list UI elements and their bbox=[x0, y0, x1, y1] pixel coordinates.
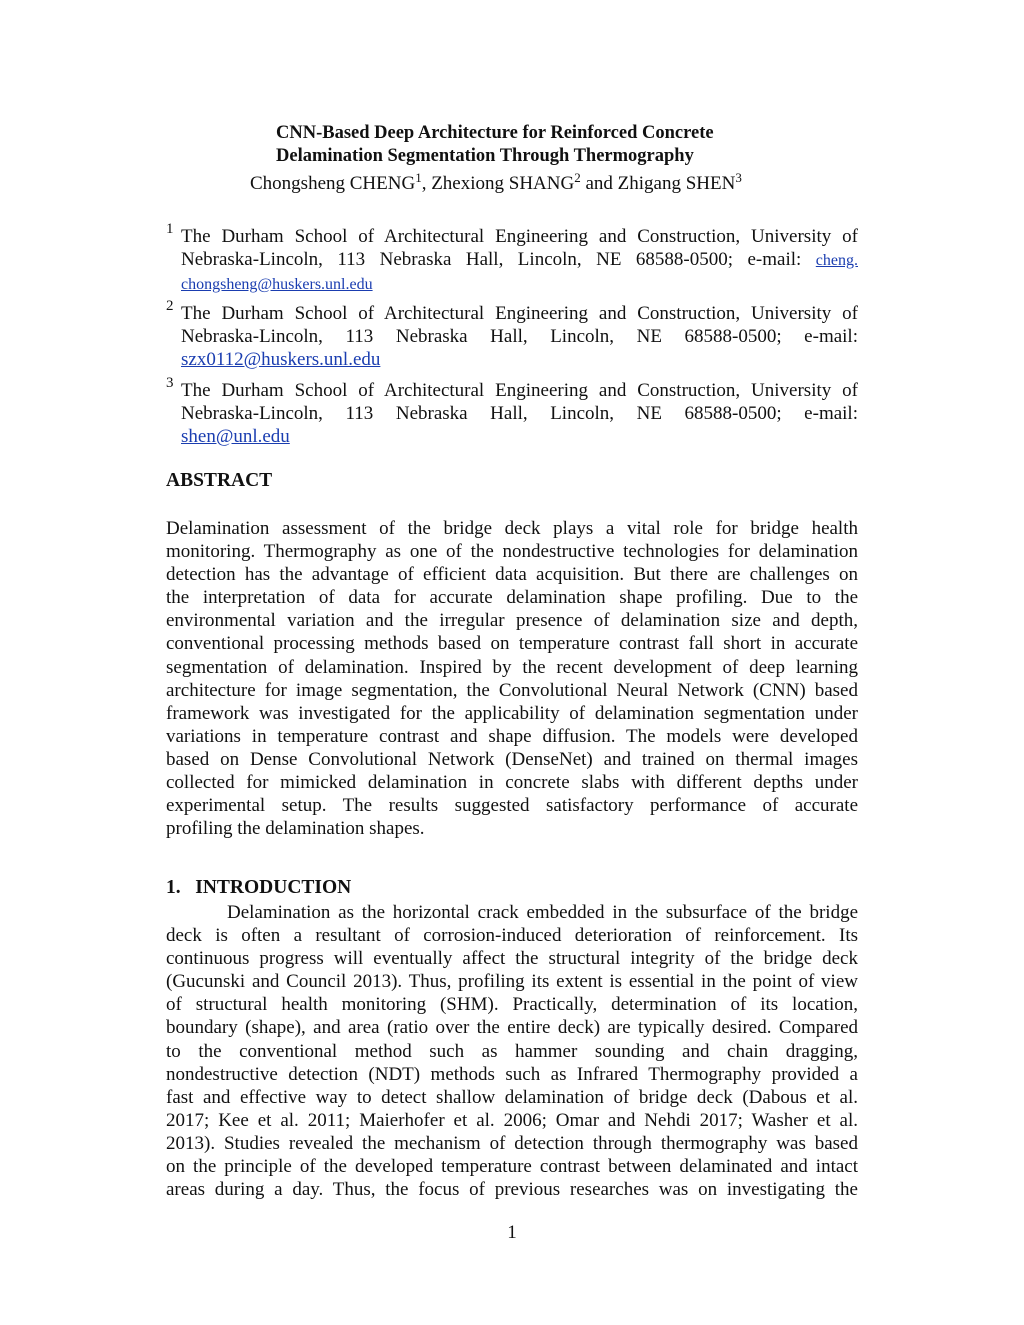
text-line: fast and effective way to detect shallow delamination of bridge deck (Dabous et al. bbox=[166, 1086, 858, 1108]
affiliation-line bbox=[181, 248, 858, 272]
text-line: Delamination as the horizontal crack embedded in the subsurface of the bridge bbox=[227, 902, 858, 923]
text-line: the interpretation of data for accurate delamination shape profiling. Due to the bbox=[166, 587, 858, 609]
email-link-2[interactable]: szx0112@huskers.unl.edu bbox=[181, 349, 381, 370]
text-line: detection has the advantage of efficient data acquisition. But there are challenges on bbox=[166, 564, 858, 586]
author-sup: 1 bbox=[415, 170, 422, 185]
author-separator: , bbox=[421, 173, 432, 194]
affiliation-number: 1 bbox=[166, 221, 174, 237]
affiliation-3 bbox=[166, 375, 858, 448]
author-name: Zhexiong SHANG bbox=[431, 173, 575, 194]
email-link-1a[interactable]: cheng. bbox=[815, 252, 858, 269]
introduction-body bbox=[166, 901, 858, 1201]
affiliation-2 bbox=[166, 298, 858, 371]
email-link-3[interactable]: shen@unl.edu bbox=[181, 426, 290, 447]
author-sup: 2 bbox=[574, 170, 581, 185]
text-line: framework was investigated for the applicability of delamination segmentation under bbox=[166, 702, 858, 724]
affiliation-line: The Durham School of Architectural Engineering and Construction, University of bbox=[181, 380, 858, 401]
text-line: monitoring. Thermography as one of the nondestructive technologies for delamination bbox=[166, 541, 858, 563]
text-line: deck is often a resultant of corrosion-induced deterioration of reinforcement. Its bbox=[166, 925, 858, 947]
affiliation-number: 3 bbox=[166, 375, 174, 391]
text-line: continuous progress will eventually affect the structural integrity of the bridge deck bbox=[166, 948, 858, 970]
affiliation-line: Nebraska-Lincoln, 113 Nebraska Hall, Lincoln, NE 68588-0500; e-mail: bbox=[181, 403, 858, 424]
text-line: based on Dense Convolutional Network (DenseNet) and trained on thermal images bbox=[166, 748, 858, 770]
text-line: of structural health monitoring (SHM). Practically, determination of its location, bbox=[166, 994, 858, 1016]
text-line: 2017; Kee et al. 2011; Maierhofer et al. 2006; Omar and Nehdi 2017; Washer et al. bbox=[166, 1109, 858, 1131]
text-line: to the conventional method such as hammer sounding and chain dragging, bbox=[166, 1040, 858, 1062]
author-name: Zhigang SHEN bbox=[617, 173, 736, 194]
email-link-1b[interactable]: chongsheng@huskers.unl.edu bbox=[181, 276, 373, 293]
page-number: 1 bbox=[507, 1222, 517, 1243]
author-separator: and bbox=[580, 173, 618, 194]
text-line: experimental setup. The results suggested satisfactory performance of accurate bbox=[166, 795, 858, 817]
title-line-1: CNN-Based Deep Architecture for Reinforced Concrete bbox=[276, 123, 714, 143]
author-sup: 3 bbox=[735, 170, 742, 185]
text-line: variations in temperature contrast and shape diffusion. The models were developed bbox=[166, 725, 858, 747]
affiliation-line: The Durham School of Architectural Engineering and Construction, University of bbox=[181, 226, 858, 247]
text-line: on the principle of the developed temperature contrast between delaminated and intact bbox=[166, 1156, 858, 1178]
abstract-body bbox=[166, 517, 858, 840]
paper-title bbox=[276, 122, 836, 168]
text-line: (Gucunski and Council 2013). Thus, profiling its extent is essential in the point of view bbox=[166, 971, 858, 993]
title-line-2: Delamination Segmentation Through Thermography bbox=[276, 146, 694, 166]
affiliation-1 bbox=[166, 221, 858, 296]
affiliation-line: The Durham School of Architectural Engineering and Construction, University of bbox=[181, 303, 858, 324]
text-line: areas during a day. Thus, the focus of previous researches was on investigating the bbox=[166, 1179, 858, 1201]
introduction-heading: 1. INTRODUCTION bbox=[166, 877, 352, 898]
abstract-heading: ABSTRACT bbox=[166, 470, 273, 491]
text-line: Delamination assessment of the bridge deck plays a vital role for bridge health bbox=[166, 518, 858, 539]
text-line: conventional processing methods based on temperature contrast fall short in accurate bbox=[166, 633, 858, 655]
text-line: collected for mimicked delamination in concrete slabs with different depths under bbox=[166, 772, 858, 794]
text-line: nondestructive detection (NDT) methods such as Infrared Thermography provided a bbox=[166, 1063, 858, 1085]
text-line: segmentation of delamination. Inspired by the recent development of deep learning bbox=[166, 656, 858, 678]
text-line: profiling the delamination shapes. bbox=[166, 818, 425, 840]
affiliation-address: Nebraska-Lincoln, 113 Nebraska Hall, Lincoln, NE 68588-0500; e-mail: bbox=[181, 249, 802, 270]
author-list bbox=[250, 171, 742, 197]
affiliation-line: Nebraska-Lincoln, 113 Nebraska Hall, Lincoln, NE 68588-0500; e-mail: bbox=[181, 326, 858, 347]
affiliation-number: 2 bbox=[166, 298, 174, 314]
text-line: 2013). Studies revealed the mechanism of detection through thermography was based bbox=[166, 1132, 858, 1154]
text-line: boundary (shape), and area (ratio over the entire deck) are typically desired. Compared bbox=[166, 1017, 858, 1039]
text-line: architecture for image segmentation, the Convolutional Neural Network (CNN) based bbox=[166, 679, 858, 701]
text-line: environmental variation and the irregular presence of delamination size and depth, bbox=[166, 610, 858, 632]
author-name: Chongsheng CHENG bbox=[250, 173, 416, 194]
